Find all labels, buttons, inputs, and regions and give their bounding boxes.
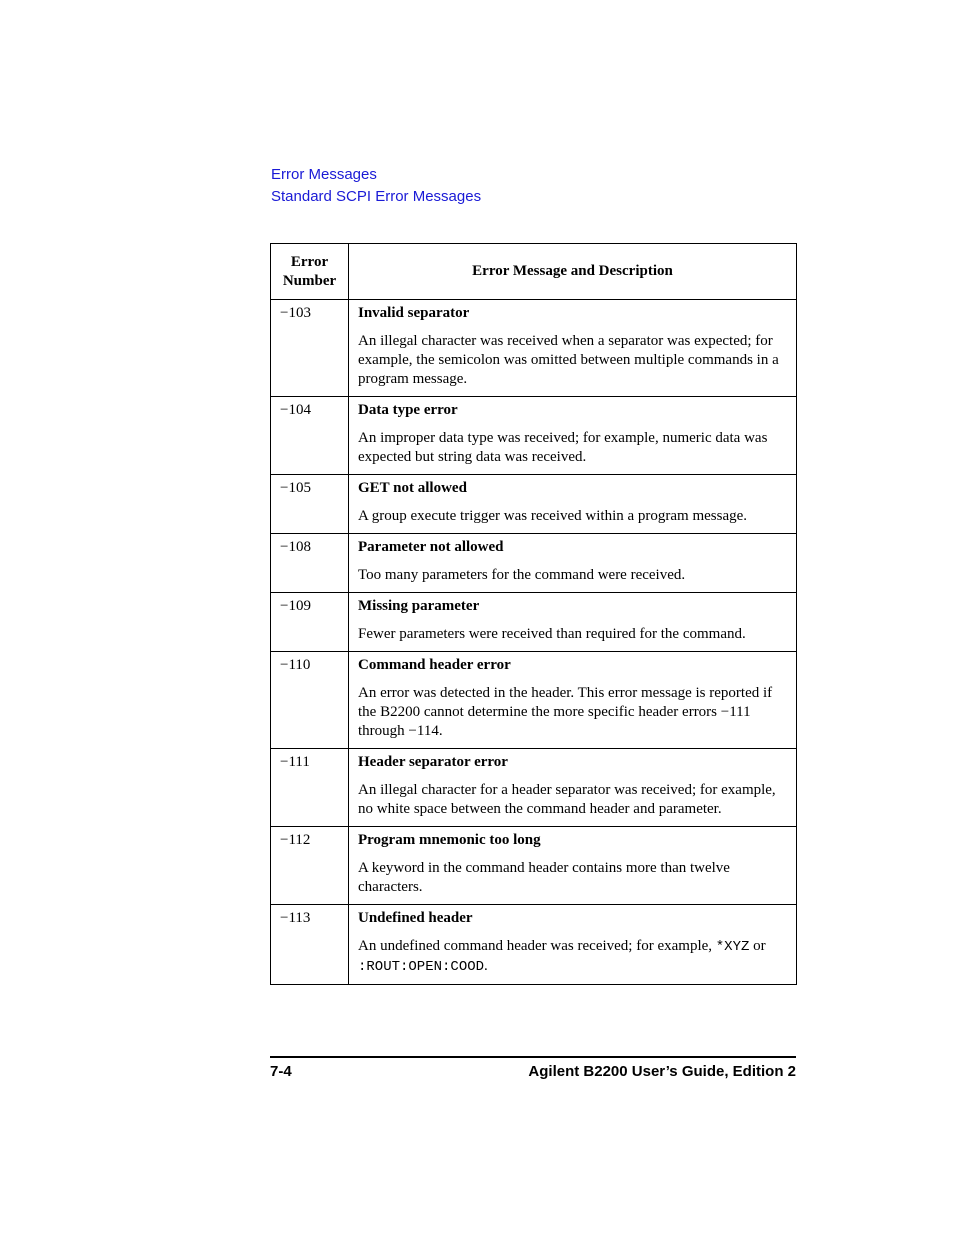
error-text: Too many parameters for the command were received. [358,567,686,583]
breadcrumb-chapter-link[interactable]: Error Messages [271,166,377,183]
error-title: Missing parameter [358,598,480,614]
page-number: 7-4 [270,1063,292,1080]
breadcrumb [271,164,481,208]
error-description [349,300,797,397]
error-title: Undefined header [358,910,473,926]
error-number: −110 [271,652,349,749]
error-number: −104 [271,397,349,475]
error-description [349,475,797,534]
error-number: −109 [271,593,349,652]
table-row [271,749,797,827]
error-text: A group execute trigger was received within a program message. [358,508,748,524]
error-text: An illegal character for a header separator was received; for example, no white space between the command header and parameter. [358,782,776,817]
error-title: Program mnemonic too long [358,832,541,848]
error-table [270,243,797,985]
error-text-part: An undefined command header was received; for example, [358,938,716,954]
header-error-description: Error Message and Description [349,244,797,300]
error-title: Header separator error [358,754,508,770]
table-row [271,397,797,475]
error-text: An illegal character was received when a separator was expected; for example, the semicolon was omitted between multiple commands in a program message. [358,333,779,387]
error-number: −113 [271,905,349,985]
table-row [271,534,797,593]
error-number: −105 [271,475,349,534]
code-example-rout-open-cood: :ROUT:OPEN:COOD [358,959,485,975]
error-description [349,652,797,749]
table-row [271,905,797,985]
breadcrumb-section-link[interactable]: Standard SCPI Error Messages [271,188,482,205]
table-header-row [271,244,797,300]
table-row [271,300,797,397]
error-number: −108 [271,534,349,593]
code-example-xyz: *XYZ [715,939,750,955]
table-row [271,475,797,534]
error-title: Invalid separator [358,305,470,321]
table-row [271,827,797,905]
error-title: Parameter not allowed [358,539,504,555]
error-text-part: . [484,958,488,974]
error-title: GET not allowed [358,480,467,496]
error-number: −112 [271,827,349,905]
error-title: Data type error [358,402,458,418]
header-error-number: Error Number [271,244,349,300]
footer-rule [270,1056,796,1058]
error-number: −103 [271,300,349,397]
error-text: An error was detected in the header. This error message is reported if the B2200 cannot determine the more specific header errors −111 through −114. [358,685,773,739]
error-description [349,827,797,905]
error-description [349,534,797,593]
error-title: Command header error [358,657,511,673]
table-row [271,593,797,652]
error-text: An improper data type was received; for example, numeric data was expected but string data was received. [358,430,768,465]
error-description [349,397,797,475]
error-description [349,905,797,985]
error-description [349,593,797,652]
error-number: −111 [271,749,349,827]
error-text: A keyword in the command header contains more than twelve characters. [358,860,730,895]
error-text: Fewer parameters were received than required for the command. [358,626,746,642]
guide-title: Agilent B2200 User’s Guide, Edition 2 [528,1063,796,1080]
error-text-part: or [749,938,766,954]
table-row [271,652,797,749]
error-text [358,937,786,977]
error-description [349,749,797,827]
